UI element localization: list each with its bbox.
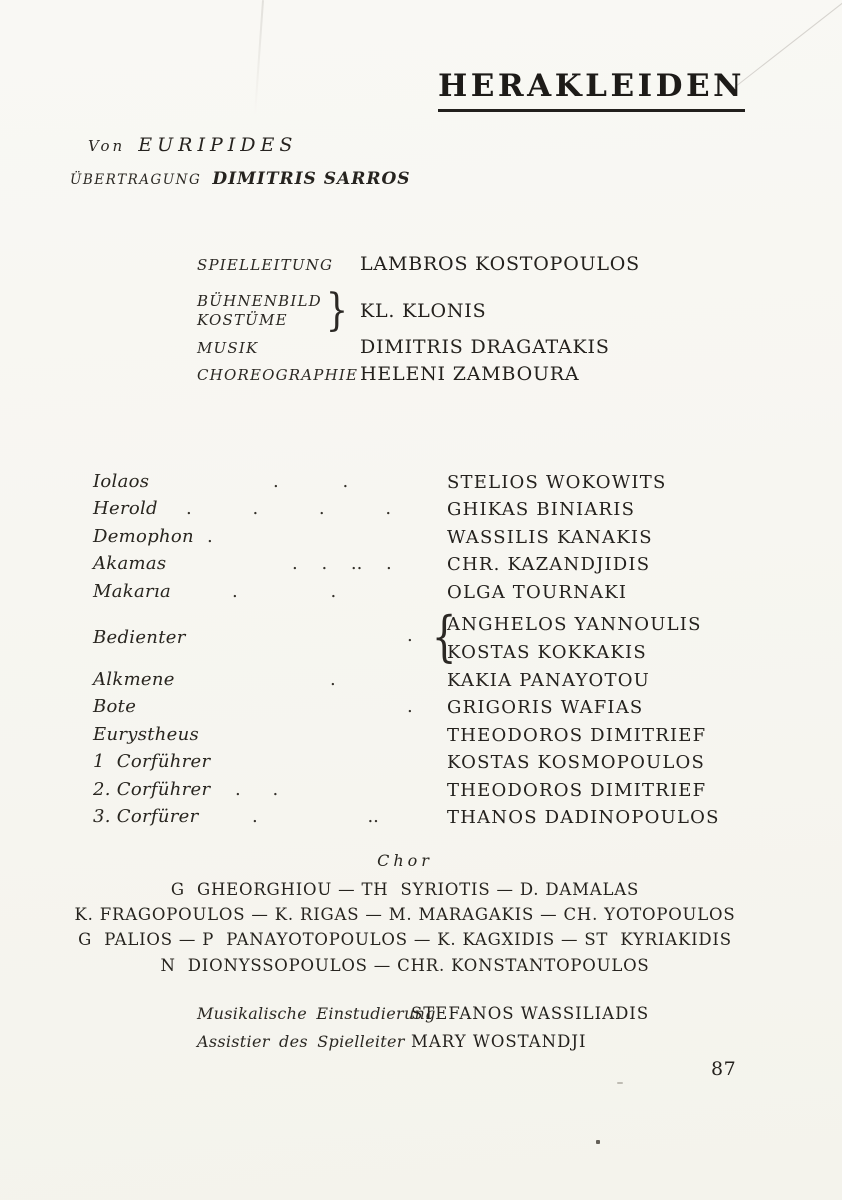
staff-credits [197, 1000, 649, 1055]
translator-name: DIMITRIS SARROS [212, 169, 411, 189]
cast-row [93, 471, 773, 498]
staff-label: Musikalische Einstudierung [197, 1004, 436, 1023]
cast-row [93, 779, 773, 806]
byline-translation [70, 169, 411, 189]
credit-label: MUSIK [197, 339, 259, 357]
paper-crease [254, 0, 264, 115]
cast-actor-name: THANOS DADINOPOULOS [447, 806, 720, 828]
cast-row-bedienter [93, 604, 773, 669]
cast-role: 3. Corfürer [93, 805, 199, 827]
credit-label-stack [197, 292, 322, 330]
credit-label: CHOREOGRAPHIE [197, 366, 359, 384]
page-title: HERAKLEIDEN [438, 68, 745, 112]
staff-row [197, 1028, 649, 1056]
cast-row [93, 581, 773, 608]
title-block [438, 68, 745, 112]
credit-row-musik [197, 336, 677, 358]
left-brace-glyph: { [431, 604, 457, 668]
cast-role: Alkmene [93, 668, 175, 690]
cast-row [93, 553, 773, 580]
cast-actor-name-group [447, 611, 702, 667]
cast-actor-name: KOSTAS KOSMOPOULOS [447, 752, 706, 774]
staff-value: MARY WOSTANDJI [411, 1031, 587, 1051]
leader-dots: . . [273, 471, 349, 492]
credit-value: HELENI ZAMBOURA [360, 363, 580, 385]
cast-actor-name: THEODOROS DIMITRIEF [447, 779, 707, 801]
leader-dots: . .. [252, 805, 379, 827]
leader-dots: . . [232, 580, 337, 602]
cast-role: Demophon [93, 525, 194, 547]
cast-role: 2. Corführer [93, 778, 211, 800]
cast-list [93, 471, 773, 833]
credit-value: KL. KLONIS [360, 300, 487, 322]
cast-actor-name: GRIGORIS WAFIAS [447, 697, 644, 719]
byline-author [88, 134, 297, 156]
credit-value: DIMITRIS DRAGATAKIS [360, 336, 610, 358]
cast-actor-name: STELIOS WOKOWITS [447, 472, 667, 493]
production-credits [197, 253, 677, 385]
cast-actor-name: KOSTAS KOKKAKIS [447, 641, 647, 663]
staff-value: STEFANOS WASSILIADIS [411, 1004, 650, 1023]
credit-row-buehnenbild-kostueme [197, 285, 677, 336]
cast-row [93, 806, 773, 833]
cast-role: Makarıa [93, 580, 171, 602]
paper-crease-corner [729, 0, 842, 92]
credit-value: LAMBROS KOSTOPOULOS [360, 253, 641, 275]
cast-actor-name: GHIKAS BINIARIS [447, 499, 636, 521]
cast-actor-name: OLGA TOURNAKI [447, 581, 628, 603]
credit-label: BÜHNENBILD [197, 292, 322, 310]
cast-row [93, 526, 773, 553]
cast-actor-name: WASSILIS KANAKIS [447, 526, 653, 548]
translation-label: ÜBERTRAGUNG [70, 172, 202, 188]
chorus-line: K. FRAGOPOULOS — K. RIGAS — M. MARAGAKIS — CH. YOTOPOULOS [74, 905, 736, 925]
leader-dots: . . . . [186, 498, 392, 520]
cast-row [93, 696, 773, 723]
credit-label: SPIELLEITUNG [197, 256, 334, 274]
chorus-line: G GHEORGHIOU — TH SYRIOTIS — D. DAMALAS [170, 880, 640, 899]
cast-row [93, 724, 773, 751]
cast-row [93, 669, 773, 696]
cast-row [93, 498, 773, 525]
cast-actor-name: CHR. KAZANDJIDIS [447, 554, 651, 576]
credit-row-choreographie [197, 363, 677, 385]
cast-role: Iolaos [93, 471, 150, 492]
leader-dots: . [330, 668, 336, 690]
von-label: Von [88, 137, 126, 155]
staff-label: Assistier des Spielleiter [197, 1031, 405, 1051]
leader-dots: . . [235, 778, 279, 800]
staff-row [197, 1000, 649, 1028]
cast-role: Eurystheus [93, 723, 200, 745]
cast-row [93, 751, 773, 778]
cast-actor-name: ANGHELOS YANNOULIS [447, 613, 702, 635]
cast-role: Bote [93, 696, 137, 718]
ink-speck-faint [617, 1082, 623, 1084]
chorus-block [0, 851, 810, 978]
cast-role: Bedienter [93, 626, 186, 648]
cast-role: Herold [93, 498, 158, 520]
chorus-heading: Chor [377, 851, 433, 870]
chorus-line: N DIONYSSOPOULOS — CHR. KONSTANTOPOULOS [160, 955, 650, 975]
ink-speck [596, 1140, 600, 1144]
credit-row-spielleitung [197, 253, 677, 275]
leader-dots: . [407, 696, 413, 718]
page-number: 87 [711, 1058, 737, 1080]
cast-role: 1 Corführer [93, 751, 211, 773]
credit-label: KOSTÜME [197, 311, 288, 329]
right-brace-glyph: } [325, 285, 349, 336]
leader-dots: . . .. . [292, 553, 392, 575]
author-name: EURIPIDES [138, 134, 298, 156]
leader-dots: . [407, 624, 413, 646]
chorus-line: G PALIOS — P PANAYOTOPOULOS — K. KAGXIDIS — ST KYRIAKIDIS [78, 930, 732, 950]
leader-dots: . [207, 525, 213, 547]
cast-role: Akamas [93, 553, 167, 575]
cast-actor-name: THEODOROS DIMITRIEF [447, 724, 707, 746]
cast-actor-name: KAKIA PANAYOTOU [447, 669, 651, 691]
